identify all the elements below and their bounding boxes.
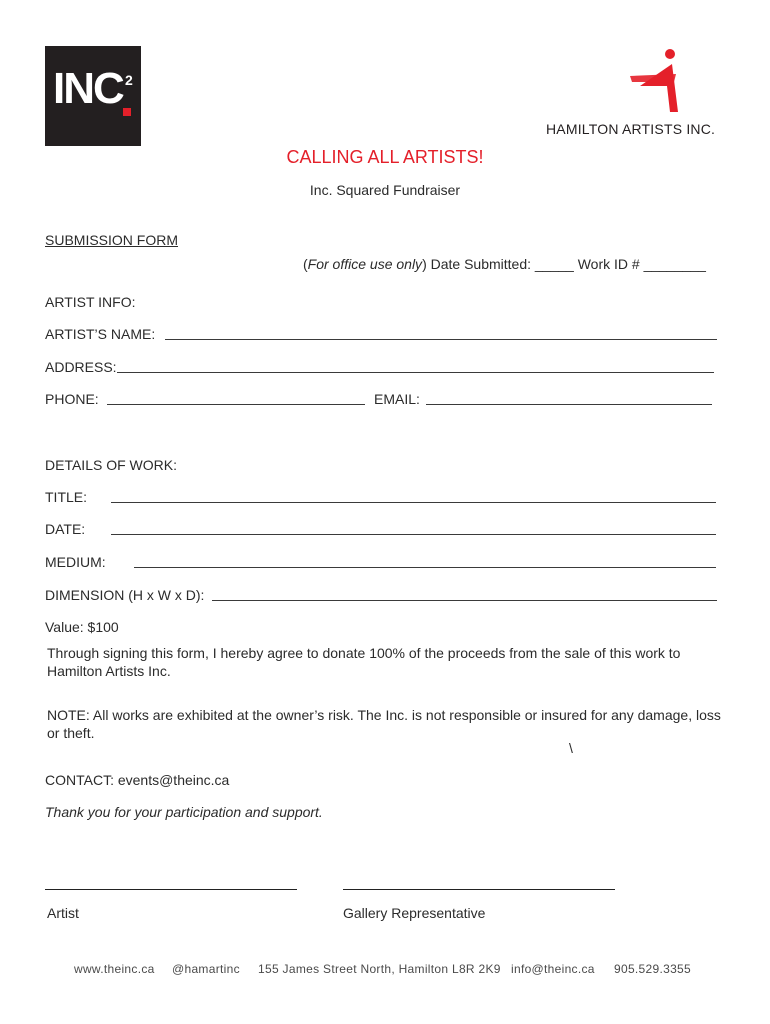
medium-label: MEDIUM: bbox=[45, 554, 106, 570]
footer-address: 155 James Street North, Hamilton L8R 2K9 bbox=[258, 962, 501, 976]
footer-social-handle[interactable]: @hamartinc bbox=[172, 962, 240, 976]
office-use-fields: ) Date Submitted: _____ Work ID # ________ bbox=[422, 256, 706, 272]
inc-logo-superscript: 2 bbox=[125, 72, 133, 88]
address-field[interactable] bbox=[117, 372, 714, 373]
date-field[interactable] bbox=[111, 534, 716, 535]
dimension-label: DIMENSION (H x W x D): bbox=[45, 587, 205, 603]
submission-form-heading: SUBMISSION FORM bbox=[45, 232, 179, 248]
artist-signature-line[interactable] bbox=[45, 889, 297, 890]
contact-line: CONTACT: events@theinc.ca bbox=[45, 772, 230, 788]
dimension-field[interactable] bbox=[212, 600, 717, 601]
hamilton-artists-mark-icon bbox=[628, 46, 688, 116]
value-text: Value: $100 bbox=[45, 619, 119, 635]
medium-field[interactable] bbox=[134, 567, 716, 568]
details-of-work-heading: DETAILS OF WORK: bbox=[45, 457, 177, 473]
gallery-signature-line[interactable] bbox=[343, 889, 615, 890]
note-paragraph: NOTE: All works are exhibited at the owner’s risk. The Inc. is not responsible or insured for any damage, loss or theft. bbox=[47, 707, 721, 741]
footer-phone: 905.529.3355 bbox=[614, 962, 692, 976]
title-label: TITLE: bbox=[45, 489, 88, 505]
artist-signature-label: Artist bbox=[47, 905, 79, 921]
phone-field[interactable] bbox=[107, 404, 365, 405]
address-label: ADDRESS: bbox=[45, 359, 117, 375]
inc-logo-word: INC bbox=[53, 64, 123, 113]
page-title: CALLING ALL ARTISTS! bbox=[286, 147, 484, 167]
stray-mark: \ bbox=[569, 740, 573, 756]
artist-name-label: ARTIST’S NAME: bbox=[45, 326, 156, 342]
page-subtitle: Inc. Squared Fundraiser bbox=[309, 182, 461, 198]
office-use-italic: For office use only bbox=[307, 256, 423, 272]
phone-label: PHONE: bbox=[45, 391, 99, 407]
office-use-paren: ( bbox=[303, 256, 308, 272]
footer-email[interactable]: info@theinc.ca bbox=[511, 962, 595, 976]
email-label: EMAIL: bbox=[374, 391, 420, 407]
hamilton-artists-logo-text: HAMILTON ARTISTS INC. bbox=[546, 121, 716, 137]
thank-you-line: Thank you for your participation and support. bbox=[45, 804, 323, 820]
inc-squared-logo bbox=[45, 46, 141, 146]
inc-logo-dot bbox=[123, 108, 131, 116]
office-use-line bbox=[303, 255, 706, 273]
agreement-paragraph: Through signing this form, I hereby agree to donate 100% of the proceeds from the sale of this work to Hamilton Artists Inc. bbox=[47, 645, 681, 679]
title-field[interactable] bbox=[111, 502, 716, 503]
date-label: DATE: bbox=[45, 521, 86, 537]
gallery-signature-label: Gallery Representative bbox=[343, 905, 486, 921]
artist-name-field[interactable] bbox=[165, 339, 717, 340]
email-field[interactable] bbox=[426, 404, 712, 405]
artist-info-heading: ARTIST INFO: bbox=[45, 294, 136, 310]
footer-website[interactable]: www.theinc.ca bbox=[74, 962, 155, 976]
